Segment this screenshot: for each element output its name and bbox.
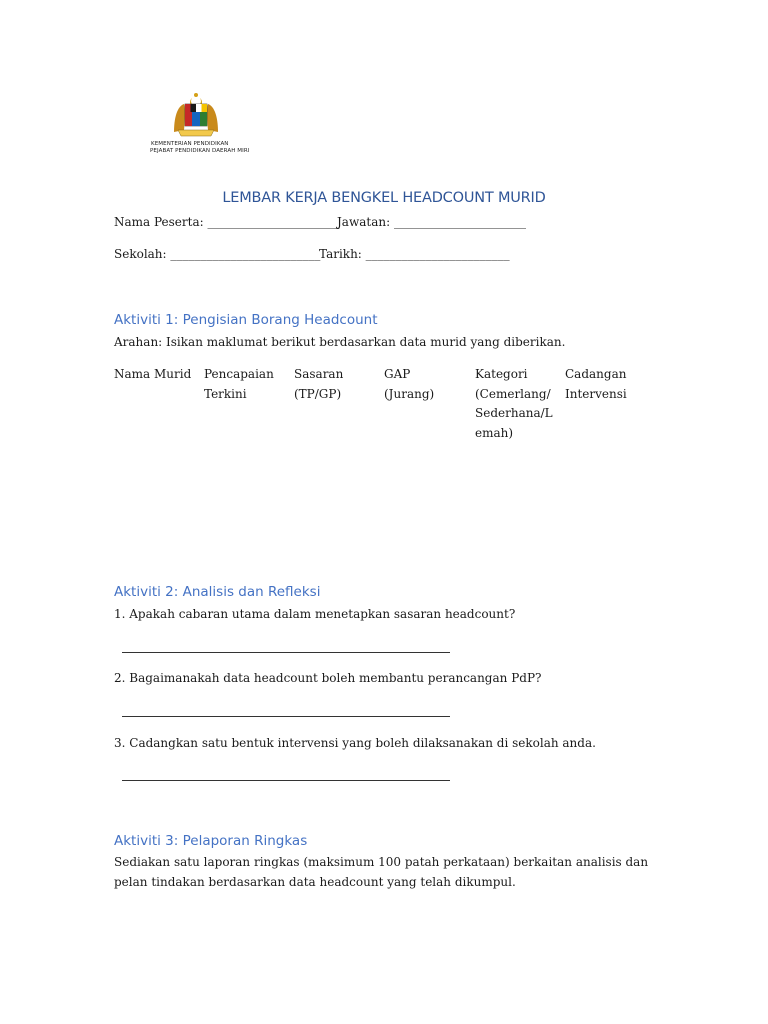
tarikh-field[interactable]: Tarikh: ________________________ [319, 247, 510, 261]
aktiviti1-heading: Aktiviti 1: Pengisian Borang Headcount [114, 312, 378, 328]
document-title: LEMBAR KERJA BENGKEL HEADCOUNT MURID [222, 190, 546, 206]
answer-line-1[interactable] [122, 652, 450, 653]
jawatan-field[interactable]: Jawatan: ______________________ [337, 215, 526, 229]
answer-line-3[interactable] [122, 780, 450, 781]
table-header-gap: GAP (Jurang) [384, 367, 435, 401]
aktiviti1-instruction: Arahan: Isikan maklumat berikut berdasarkan data murid yang diberikan. [114, 335, 566, 349]
answer-line-2[interactable] [122, 716, 450, 717]
aktiviti3-text-line1: Sediakan satu laporan ringkas (maksimum 100 patah perkataan) berkaitan analisis dan [114, 855, 649, 869]
table-header-sasaran: Sasaran (TP/GP) [294, 367, 344, 401]
aktiviti3-heading: Aktiviti 3: Pelaporan Ringkas [114, 833, 308, 849]
table-header-nama-murid: Nama Murid [114, 367, 192, 381]
question-1: 1. Apakah cabaran utama dalam menetapkan sasaran headcount? [114, 607, 516, 621]
ministry-logo [138, 92, 258, 158]
table-header-pencapaian: Pencapaian Terkini [204, 367, 274, 401]
table-header-cadangan: Cadangan Intervensi [565, 367, 627, 401]
sekolah-field[interactable]: Sekolah: _________________________ [114, 247, 321, 261]
table-header-kategori: Kategori (Cemerlang/ Sederhana/L emah) [475, 367, 553, 440]
question-3: 3. Cadangkan satu bentuk intervensi yang boleh dilaksanakan di sekolah anda. [114, 736, 596, 750]
aktiviti3-text-line2: pelan tindakan berdasarkan data headcount yang telah dikumpul. [114, 875, 516, 889]
nama-peserta-field[interactable]: Nama Peserta: ______________________ [114, 215, 340, 229]
logo-text-line2: PEJABAT PENDIDIKAN DAERAH MIRI [150, 148, 250, 154]
aktiviti2-heading: Aktiviti 2: Analisis dan Refleksi [114, 584, 321, 600]
coat-of-arms-icon [168, 92, 224, 138]
logo-text-line1: KEMENTERIAN PENDIDIKAN [151, 141, 229, 147]
question-2: 2. Bagaimanakah data headcount boleh membantu perancangan PdP? [114, 671, 542, 685]
